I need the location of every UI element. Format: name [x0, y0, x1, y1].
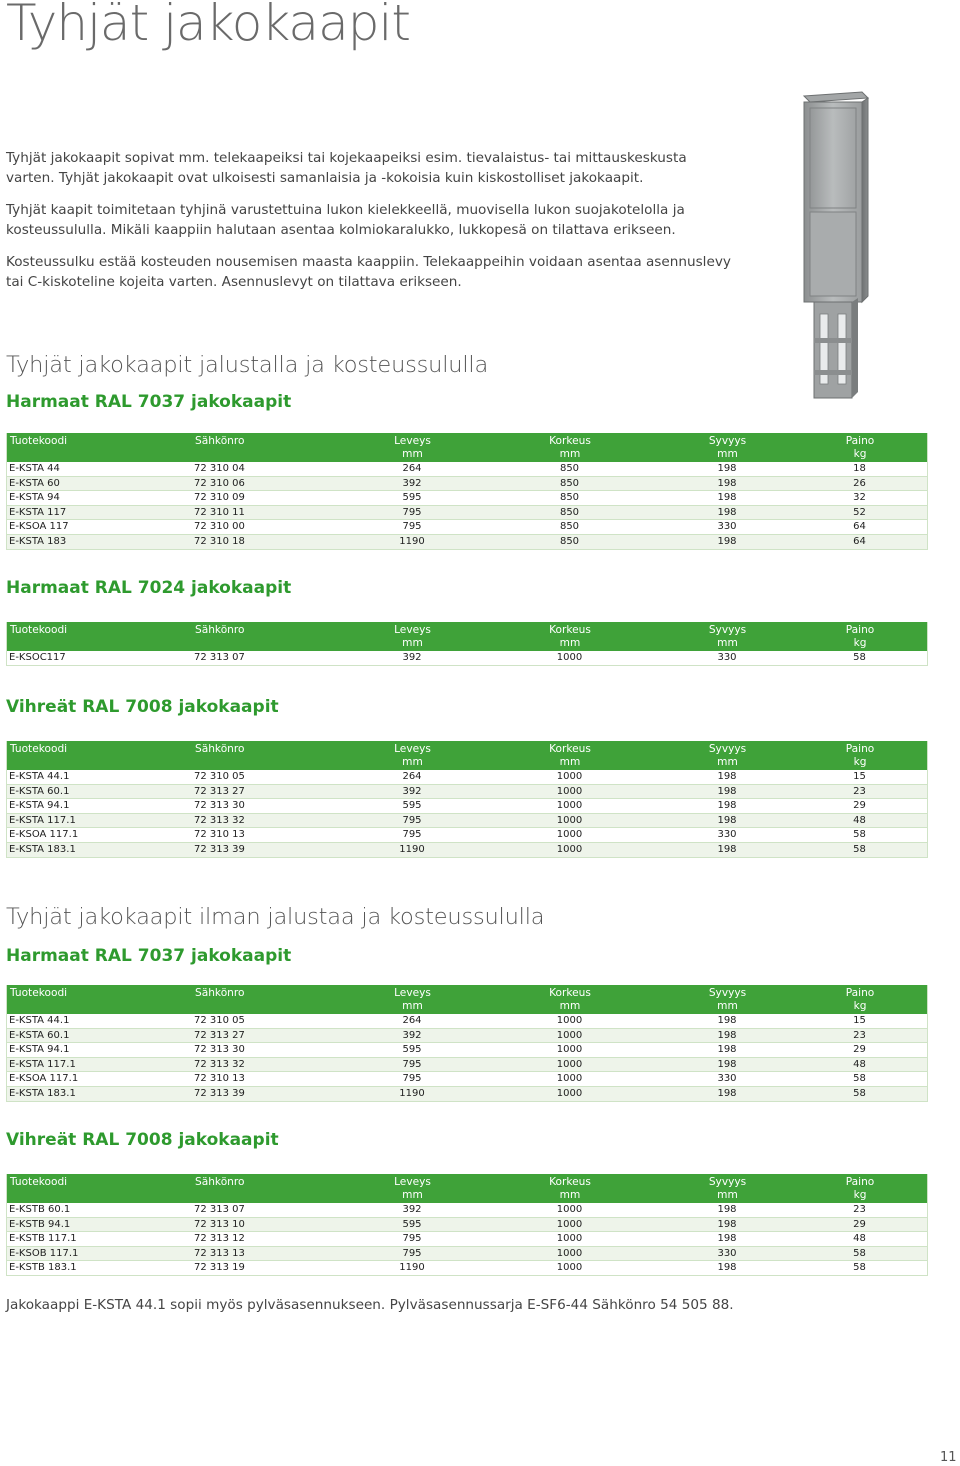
- column-header-unit: kg: [853, 637, 867, 649]
- column-header-label: Tuotekoodi: [10, 987, 68, 999]
- column-header-height: [477, 433, 662, 462]
- column-header-label: Leveys: [394, 435, 431, 447]
- cell-weight: 64: [792, 534, 928, 549]
- cell-height: 1000: [477, 1072, 662, 1087]
- cell-depth: 198: [662, 462, 792, 476]
- cell-weight: 26: [792, 476, 928, 491]
- column-header-label: Syvyys: [708, 743, 747, 755]
- cell-electrical-number: 72 310 00: [192, 520, 347, 535]
- cell-width: 795: [347, 1232, 477, 1247]
- cell-product-code: E-KSTB 183.1: [7, 1261, 193, 1276]
- cell-height: 850: [477, 534, 662, 549]
- page-title: Tyhjät jakokaapit: [6, 0, 410, 52]
- section-heading-without-stand: Tyhjät jakokaapit ilman jalustaa ja kosteussululla: [6, 904, 545, 930]
- cell-weight: 58: [792, 1072, 928, 1087]
- cell-depth: 198: [662, 491, 792, 506]
- cell-height: 1000: [477, 1217, 662, 1232]
- column-header-unit: kg: [853, 448, 867, 460]
- cell-width: 392: [347, 651, 477, 665]
- cell-electrical-number: 72 313 12: [192, 1232, 347, 1247]
- table-header-row: [7, 985, 928, 1014]
- cell-weight: 18: [792, 462, 928, 476]
- cell-width: 595: [347, 799, 477, 814]
- cell-weight: 58: [792, 842, 928, 857]
- table-row: [7, 770, 928, 784]
- cell-height: 850: [477, 462, 662, 476]
- column-header-unit: kg: [853, 756, 867, 768]
- column-header-unit: [195, 756, 345, 769]
- column-header-label: Korkeus: [549, 1176, 591, 1188]
- cell-weight: 48: [792, 813, 928, 828]
- cell-width: 1190: [347, 842, 477, 857]
- cell-product-code: E-KSTA 183.1: [7, 842, 193, 857]
- column-header-label: Sähkönro: [195, 435, 245, 447]
- cell-electrical-number: 72 310 13: [192, 1072, 347, 1087]
- cell-width: 795: [347, 520, 477, 535]
- column-header-label: Korkeus: [549, 624, 591, 636]
- cell-weight: 58: [792, 1246, 928, 1261]
- cell-height: 1000: [477, 770, 662, 784]
- column-header-unit: mm: [559, 756, 581, 768]
- column-header-unit: [195, 1000, 345, 1013]
- column-header-product-code: [7, 1174, 193, 1203]
- column-header-height: [477, 741, 662, 770]
- cell-depth: 330: [662, 828, 792, 843]
- column-header-depth: [662, 985, 792, 1014]
- cell-width: 595: [347, 491, 477, 506]
- cell-depth: 198: [662, 1028, 792, 1043]
- table-row: [7, 651, 928, 665]
- cell-electrical-number: 72 310 05: [192, 1014, 347, 1028]
- column-header-label: Paino: [845, 743, 875, 755]
- column-header-product-code: [7, 433, 193, 462]
- cell-weight: 48: [792, 1057, 928, 1072]
- cell-width: 795: [347, 813, 477, 828]
- table-row: [7, 828, 928, 843]
- column-header-unit: mm: [717, 637, 738, 649]
- column-header-unit: mm: [559, 448, 581, 460]
- column-header-width: [347, 1174, 477, 1203]
- column-header-unit: kg: [853, 1000, 867, 1012]
- table-row: [7, 1014, 928, 1028]
- table-header-row: [7, 622, 928, 651]
- cell-height: 850: [477, 491, 662, 506]
- cell-width: 1190: [347, 534, 477, 549]
- column-header-unit: mm: [559, 1000, 581, 1012]
- cell-depth: 198: [662, 505, 792, 520]
- cell-height: 1000: [477, 799, 662, 814]
- column-header-label: Leveys: [394, 743, 431, 755]
- cell-weight: 29: [792, 1217, 928, 1232]
- column-header-label: Sähkönro: [195, 743, 245, 755]
- column-header-label: Syvyys: [708, 624, 747, 636]
- cell-depth: 198: [662, 1232, 792, 1247]
- cell-product-code: E-KSTA 117.1: [7, 813, 193, 828]
- column-header-height: [477, 622, 662, 651]
- column-header-width: [347, 622, 477, 651]
- column-header-width: [347, 985, 477, 1014]
- cell-weight: 29: [792, 1043, 928, 1058]
- table-header-row: [7, 433, 928, 462]
- column-header-weight: [792, 741, 928, 770]
- column-header-depth: [662, 622, 792, 651]
- column-header-unit: [195, 448, 345, 461]
- cell-product-code: E-KSTA 183.1: [7, 1086, 193, 1101]
- column-header-unit: mm: [402, 1000, 423, 1012]
- cell-depth: 330: [662, 520, 792, 535]
- cell-product-code: E-KSOC117: [7, 651, 193, 665]
- subheading-green-7008: Vihreät RAL 7008 jakokaapit: [6, 697, 279, 717]
- subheading-grey-7037-nostand: Harmaat RAL 7037 jakokaapit: [6, 946, 292, 966]
- column-header-unit: [195, 637, 345, 650]
- cabinet-product-image: [770, 88, 920, 408]
- column-header-electrical-number: [192, 741, 347, 770]
- column-header-label: Leveys: [394, 987, 431, 999]
- cell-weight: 52: [792, 505, 928, 520]
- cell-product-code: E-KSTB 94.1: [7, 1217, 193, 1232]
- cell-depth: 198: [662, 799, 792, 814]
- spec-table-grey-7024: [6, 622, 928, 666]
- column-header-product-code: [7, 985, 193, 1014]
- column-header-label: Paino: [845, 624, 875, 636]
- cell-product-code: E-KSTA 117.1: [7, 1057, 193, 1072]
- cell-depth: 198: [662, 534, 792, 549]
- column-header-weight: [792, 985, 928, 1014]
- column-header-unit: mm: [402, 637, 423, 649]
- cell-depth: 198: [662, 813, 792, 828]
- cell-height: 1000: [477, 1028, 662, 1043]
- table-row: [7, 491, 928, 506]
- cell-height: 850: [477, 505, 662, 520]
- column-header-height: [477, 1174, 662, 1203]
- column-header-label: Paino: [845, 435, 875, 447]
- cell-depth: 198: [662, 784, 792, 799]
- cell-product-code: E-KSOA 117: [7, 520, 193, 535]
- intro-paragraph: Kosteussulku estää kosteuden nousemisen maasta kaappiin. Telekaappeihin voidaan asentaa asennuslevy tai C-kiskoteline kojeita varten. Asennuslevyt on tilattava erikseen.: [6, 253, 731, 291]
- column-header-unit: mm: [717, 1189, 738, 1201]
- cell-electrical-number: 72 313 27: [192, 1028, 347, 1043]
- cell-product-code: E-KSTA 44: [7, 462, 193, 476]
- cell-depth: 330: [662, 651, 792, 665]
- cell-weight: 23: [792, 1028, 928, 1043]
- cell-electrical-number: 72 310 05: [192, 770, 347, 784]
- intro-paragraph: Tyhjät jakokaapit sopivat mm. telekaapeiksi tai kojekaapeiksi esim. tievalaistus- tai mittauskeskusta varten. Tyhjät jakokaapit ovat ulkoisesti samanlaisia ja -kokoisia kuin kiskostolliset jakokaapit.: [6, 150, 687, 187]
- table-header-row: [7, 1174, 928, 1203]
- cell-electrical-number: 72 313 10: [192, 1217, 347, 1232]
- cell-height: 1000: [477, 828, 662, 843]
- cell-electrical-number: 72 313 32: [192, 1057, 347, 1072]
- cell-product-code: E-KSTB 60.1: [7, 1203, 193, 1217]
- cell-weight: 23: [792, 1203, 928, 1217]
- cell-width: 392: [347, 784, 477, 799]
- column-header-label: Korkeus: [549, 987, 591, 999]
- cell-product-code: E-KSOB 117.1: [7, 1246, 193, 1261]
- column-header-unit: mm: [559, 637, 581, 649]
- table-row: [7, 1217, 928, 1232]
- column-header-label: Leveys: [394, 624, 431, 636]
- cell-height: 1000: [477, 1261, 662, 1276]
- column-header-label: Tuotekoodi: [10, 435, 68, 447]
- cell-weight: 58: [792, 1086, 928, 1101]
- cell-weight: 48: [792, 1232, 928, 1247]
- table-row: [7, 1028, 928, 1043]
- column-header-label: Leveys: [394, 1176, 431, 1188]
- cell-depth: 330: [662, 1246, 792, 1261]
- footnote: Jakokaappi E-KSTA 44.1 sopii myös pylväsasennukseen. Pylväsasennussarja E-SF6-44 Sähkönro 54 505 88.: [6, 1297, 734, 1313]
- column-header-label: Paino: [845, 1176, 875, 1188]
- column-header-label: Sähkönro: [195, 987, 245, 999]
- table-row: [7, 534, 928, 549]
- cell-electrical-number: 72 313 13: [192, 1246, 347, 1261]
- column-header-unit: [10, 448, 190, 461]
- table-header-row: [7, 741, 928, 770]
- cell-width: 392: [347, 1028, 477, 1043]
- cell-width: 392: [347, 1203, 477, 1217]
- cell-height: 1000: [477, 784, 662, 799]
- cell-electrical-number: 72 310 11: [192, 505, 347, 520]
- cell-weight: 58: [792, 828, 928, 843]
- column-header-unit: [10, 1189, 190, 1202]
- column-header-width: [347, 741, 477, 770]
- column-header-unit: mm: [402, 1189, 423, 1201]
- cell-product-code: E-KSOA 117.1: [7, 1072, 193, 1087]
- cell-weight: 23: [792, 784, 928, 799]
- cell-electrical-number: 72 313 07: [192, 651, 347, 665]
- section-heading-with-stand: Tyhjät jakokaapit jalustalla ja kosteussululla: [6, 352, 489, 378]
- cell-electrical-number: 72 313 19: [192, 1261, 347, 1276]
- spec-table-green-7008-nostand: [6, 1174, 928, 1276]
- table-row: [7, 799, 928, 814]
- cell-width: 795: [347, 828, 477, 843]
- cell-depth: 198: [662, 1203, 792, 1217]
- cell-width: 264: [347, 462, 477, 476]
- cell-product-code: E-KSTA 117: [7, 505, 193, 520]
- cell-electrical-number: 72 313 32: [192, 813, 347, 828]
- cell-height: 1000: [477, 1232, 662, 1247]
- intro-text: [6, 148, 736, 303]
- table-row: [7, 1072, 928, 1087]
- column-header-electrical-number: [192, 1174, 347, 1203]
- cell-depth: 198: [662, 1217, 792, 1232]
- column-header-label: Tuotekoodi: [10, 1176, 68, 1188]
- column-header-product-code: [7, 741, 193, 770]
- cell-height: 1000: [477, 813, 662, 828]
- table-row: [7, 1246, 928, 1261]
- table-row: [7, 1086, 928, 1101]
- cell-height: 1000: [477, 1014, 662, 1028]
- cell-height: 850: [477, 520, 662, 535]
- column-header-depth: [662, 1174, 792, 1203]
- cell-electrical-number: 72 313 39: [192, 842, 347, 857]
- cell-weight: 15: [792, 770, 928, 784]
- column-header-label: Syvyys: [708, 1176, 747, 1188]
- cell-electrical-number: 72 310 13: [192, 828, 347, 843]
- table-row: [7, 1203, 928, 1217]
- column-header-label: Syvyys: [708, 435, 747, 447]
- cell-width: 595: [347, 1217, 477, 1232]
- cell-electrical-number: 72 313 39: [192, 1086, 347, 1101]
- table-row: [7, 813, 928, 828]
- cell-weight: 58: [792, 651, 928, 665]
- cell-depth: 198: [662, 842, 792, 857]
- cell-product-code: E-KSTB 117.1: [7, 1232, 193, 1247]
- table-row: [7, 505, 928, 520]
- column-header-unit: mm: [717, 448, 738, 460]
- column-header-depth: [662, 433, 792, 462]
- cell-product-code: E-KSTA 44.1: [7, 1014, 193, 1028]
- cell-width: 264: [347, 770, 477, 784]
- column-header-unit: [10, 637, 190, 650]
- table-row: [7, 1057, 928, 1072]
- cell-weight: 58: [792, 1261, 928, 1276]
- column-header-unit: kg: [853, 1189, 867, 1201]
- table-row: [7, 462, 928, 476]
- cell-product-code: E-KSTA 94.1: [7, 799, 193, 814]
- cell-electrical-number: 72 313 07: [192, 1203, 347, 1217]
- cell-height: 1000: [477, 1057, 662, 1072]
- column-header-unit: mm: [402, 448, 423, 460]
- cell-width: 795: [347, 505, 477, 520]
- column-header-height: [477, 985, 662, 1014]
- cell-product-code: E-KSTA 60.1: [7, 1028, 193, 1043]
- cell-weight: 29: [792, 799, 928, 814]
- cell-depth: 198: [662, 1086, 792, 1101]
- cell-height: 1000: [477, 651, 662, 665]
- cell-height: 1000: [477, 842, 662, 857]
- spec-table-grey-7037-nostand: [6, 985, 928, 1102]
- cell-depth: 198: [662, 1057, 792, 1072]
- cell-product-code: E-KSTA 94.1: [7, 1043, 193, 1058]
- cell-depth: 198: [662, 1043, 792, 1058]
- column-header-label: Syvyys: [708, 987, 747, 999]
- cell-electrical-number: 72 313 30: [192, 1043, 347, 1058]
- table-row: [7, 842, 928, 857]
- column-header-label: Sähkönro: [195, 1176, 245, 1188]
- cell-product-code: E-KSTA 183: [7, 534, 193, 549]
- column-header-label: Paino: [845, 987, 875, 999]
- cell-height: 1000: [477, 1086, 662, 1101]
- column-header-label: Tuotekoodi: [10, 624, 68, 636]
- cell-depth: 330: [662, 1072, 792, 1087]
- column-header-width: [347, 433, 477, 462]
- column-header-label: Sähkönro: [195, 624, 245, 636]
- column-header-unit: mm: [717, 756, 738, 768]
- column-header-unit: [10, 756, 190, 769]
- cell-width: 795: [347, 1072, 477, 1087]
- cell-height: 850: [477, 476, 662, 491]
- intro-paragraph: Tyhjät kaapit toimitetaan tyhjinä varustettuina lukon kielekkeellä, muovisella lukon suojakotelolla ja kosteussululla. Mikäli kaappiin halutaan asentaa kolmiokaralukko, lukkopesä on tilattava erikseen.: [6, 201, 685, 239]
- column-header-label: Korkeus: [549, 743, 591, 755]
- cell-depth: 198: [662, 770, 792, 784]
- column-header-product-code: [7, 622, 193, 651]
- cell-width: 264: [347, 1014, 477, 1028]
- column-header-unit: [195, 1189, 345, 1202]
- spec-table-green-7008: [6, 741, 928, 858]
- column-header-electrical-number: [192, 433, 347, 462]
- cell-weight: 32: [792, 491, 928, 506]
- cell-product-code: E-KSTA 44.1: [7, 770, 193, 784]
- subheading-grey-7037: Harmaat RAL 7037 jakokaapit: [6, 392, 292, 412]
- cell-depth: 198: [662, 1261, 792, 1276]
- table-row: [7, 1043, 928, 1058]
- table-row: [7, 784, 928, 799]
- column-header-label: Tuotekoodi: [10, 743, 68, 755]
- cell-weight: 64: [792, 520, 928, 535]
- table-row: [7, 1261, 928, 1276]
- cell-height: 1000: [477, 1043, 662, 1058]
- cell-width: 795: [347, 1057, 477, 1072]
- table-row: [7, 476, 928, 491]
- column-header-label: Korkeus: [549, 435, 591, 447]
- cell-height: 1000: [477, 1246, 662, 1261]
- column-header-unit: [10, 1000, 190, 1013]
- column-header-weight: [792, 433, 928, 462]
- cell-product-code: E-KSTA 60: [7, 476, 193, 491]
- cell-product-code: E-KSTA 94: [7, 491, 193, 506]
- cell-electrical-number: 72 313 27: [192, 784, 347, 799]
- column-header-unit: mm: [717, 1000, 738, 1012]
- column-header-unit: mm: [402, 756, 423, 768]
- table-row: [7, 1232, 928, 1247]
- cell-electrical-number: 72 313 30: [192, 799, 347, 814]
- cell-electrical-number: 72 310 09: [192, 491, 347, 506]
- cell-product-code: E-KSTA 60.1: [7, 784, 193, 799]
- cell-width: 795: [347, 1246, 477, 1261]
- cell-electrical-number: 72 310 18: [192, 534, 347, 549]
- cell-product-code: E-KSOA 117.1: [7, 828, 193, 843]
- cell-width: 1190: [347, 1261, 477, 1276]
- subheading-grey-7024: Harmaat RAL 7024 jakokaapit: [6, 578, 292, 598]
- subheading-green-7008-nostand: Vihreät RAL 7008 jakokaapit: [6, 1130, 279, 1150]
- cell-width: 595: [347, 1043, 477, 1058]
- cell-depth: 198: [662, 1014, 792, 1028]
- table-row: [7, 520, 928, 535]
- column-header-weight: [792, 1174, 928, 1203]
- column-header-unit: mm: [559, 1189, 581, 1201]
- spec-table-grey-7037: [6, 433, 928, 550]
- cell-depth: 198: [662, 476, 792, 491]
- cell-width: 1190: [347, 1086, 477, 1101]
- column-header-electrical-number: [192, 985, 347, 1014]
- column-header-depth: [662, 741, 792, 770]
- page-number: 11: [940, 1450, 957, 1465]
- cell-height: 1000: [477, 1203, 662, 1217]
- cell-width: 392: [347, 476, 477, 491]
- cell-electrical-number: 72 310 06: [192, 476, 347, 491]
- cell-weight: 15: [792, 1014, 928, 1028]
- column-header-weight: [792, 622, 928, 651]
- cell-electrical-number: 72 310 04: [192, 462, 347, 476]
- column-header-electrical-number: [192, 622, 347, 651]
